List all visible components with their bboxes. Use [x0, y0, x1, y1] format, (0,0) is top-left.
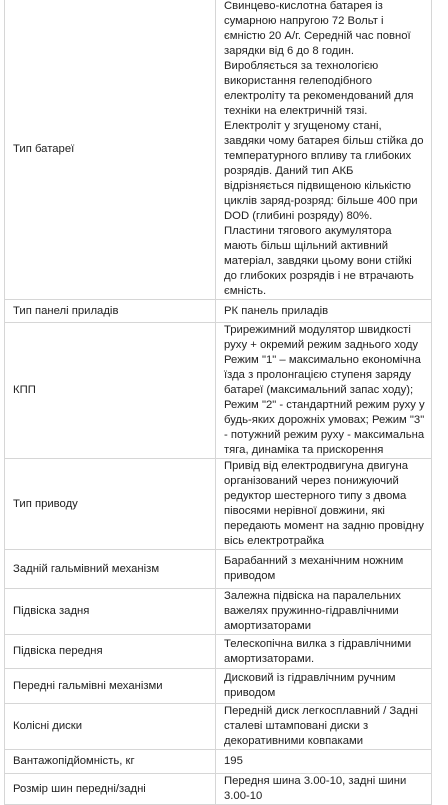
specifications-table: [4, 0, 432, 805]
spec-label: Тип батареї: [5, 0, 216, 300]
spec-value: Залежна підвіска на паралельних важелях пружинно-гідравлічними амортизаторами: [216, 589, 432, 635]
spec-label: Тип приводу: [5, 459, 216, 550]
spec-value: РК панель приладів: [216, 300, 432, 323]
spec-label: Колісні диски: [5, 704, 216, 750]
spec-label: Тип панелі приладів: [5, 300, 216, 323]
spec-label: Задній гальмівний механізм: [5, 550, 216, 589]
table-row: [5, 750, 432, 774]
table-row: [5, 774, 432, 805]
spec-value: Барабанний з механічним ножним приводом: [216, 550, 432, 589]
table-row: [5, 300, 432, 323]
spec-label: Підвіска передня: [5, 635, 216, 669]
table-row: [5, 323, 432, 459]
spec-label: Передні гальмівні механізми: [5, 669, 216, 704]
spec-label: КПП: [5, 323, 216, 459]
spec-label: Вантажопідйомність, кг: [5, 750, 216, 774]
spec-value: 195: [216, 750, 432, 774]
spec-value: Трирежимний модулятор швидкості руху + окремий режим заднього ходу Режим "1" – максимально економічна їзда з пролонгацією ступеня заряду батареї (максимальний запас ходу); Режим "2" - стандартний режим руху у будь-яких дорожніх умовах; Режим "3" - потужний режим руху - максимальна тяга, динаміка та прискорення: [216, 323, 432, 459]
table-row: [5, 459, 432, 550]
spec-value: Передня шина 3.00-10, задні шини 3.00-10: [216, 774, 432, 805]
table-row: [5, 635, 432, 669]
spec-value: Свинцево-кислотна батарея із сумарною напругою 72 Вольт і ємністю 20 А/г. Середній час повної зарядки від 6 до 8 годин. Виробляється за технологією використання гелеподібного електроліту та рекомендований для техніки на електричній тязі. Електроліт у згущеному стані, завдяки чому батарея більш стійка до температурного впливу та глибоких розрядів. Даний тип АКБ відрізняється підвищеною кількістю циклів заряд-розряд: більше 400 при DOD (глибині розряду) 80%. Пластини тягового акумулятора мають більш щільний активний матеріал, завдяки цьому вони стійкі до глибоких розрядів і не втрачають ємність.: [216, 0, 432, 300]
table-row: [5, 669, 432, 704]
table-row: [5, 0, 432, 300]
spec-label: Підвіска задня: [5, 589, 216, 635]
table-row: [5, 589, 432, 635]
table-row: [5, 550, 432, 589]
spec-label: Розмір шин передні/задні: [5, 774, 216, 805]
spec-value: Привід від електродвигуна двигуна організований через понижуючий редуктор шестерного типу з двома півосями нерівної довжини, які передають момент на задню провідну вісь електротрайка: [216, 459, 432, 550]
spec-value: Передній диск легкосплавний / Задні сталеві штамповані диски з декоративними ковпаками: [216, 704, 432, 750]
spec-value: Телескопічна вилка з гідравлічними амортизаторами.: [216, 635, 432, 669]
table-row: [5, 704, 432, 750]
spec-value: Дисковий із гідравлічним ручним приводом: [216, 669, 432, 704]
